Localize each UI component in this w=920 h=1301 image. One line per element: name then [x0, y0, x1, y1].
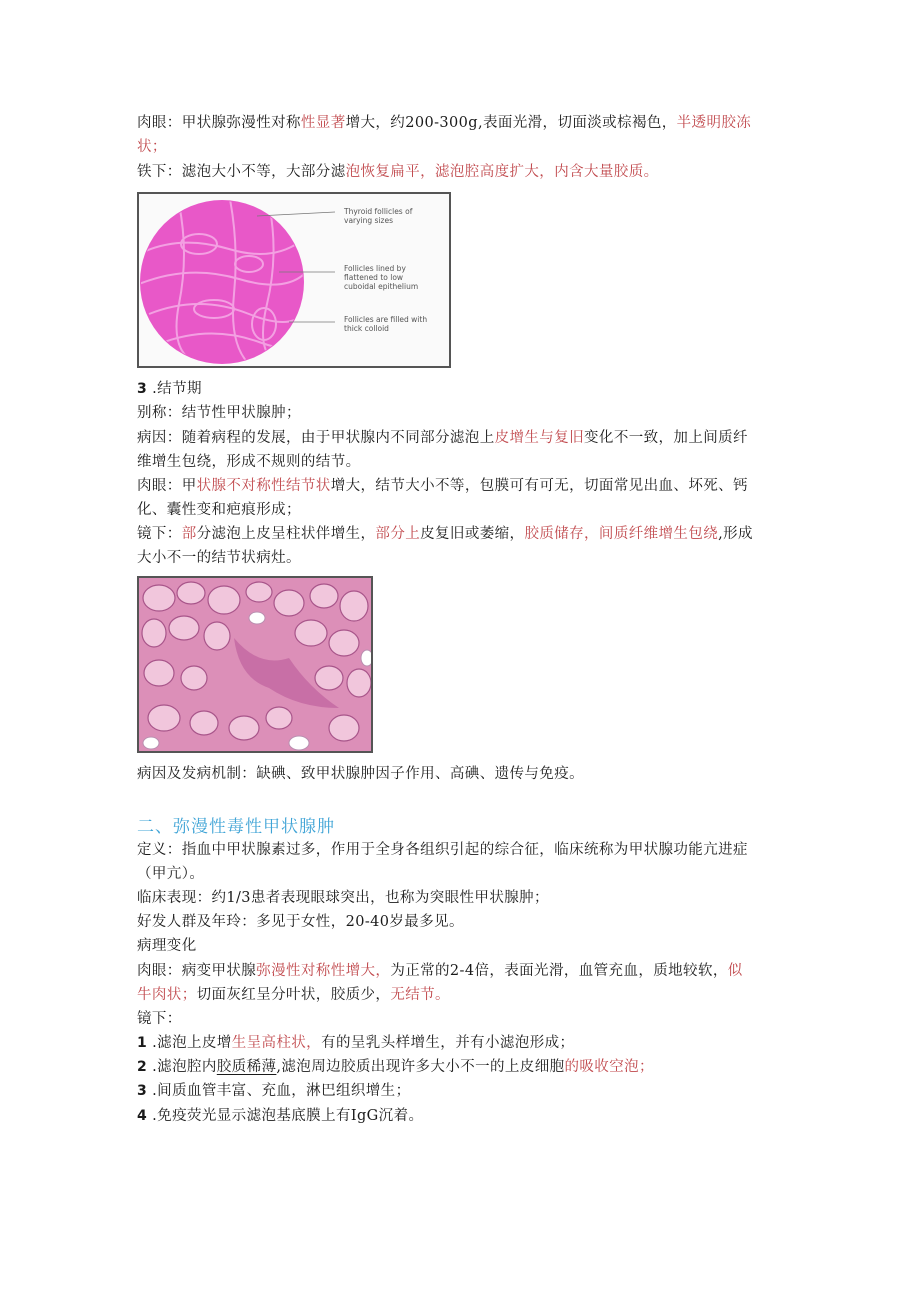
text-line: 维增生包绕，形成不规则的结节。 [137, 454, 361, 470]
text-line: 病因：随着病程的发展，由于甲状腺内不同部分滤泡上皮增生与复旧变化不一致，加上间质纤 [137, 430, 748, 446]
micrograph-figure-2 [139, 578, 373, 753]
figure-label-colloid: Follicles are filled with thick colloid [344, 315, 428, 333]
text-line: 大小不一的结节状病灶。 [137, 550, 301, 566]
list-item: 2 .滤泡腔内胶质稀薄,滤泡周边胶质出现许多大小不一的上皮细胞的吸收空泡； [137, 1059, 654, 1075]
text-line: 别称：结节性甲状腺肿； [137, 405, 301, 421]
text-line: 定义：指血中甲状腺素过多，作用于全身各组织引起的综合征，临床统称为甲状腺功能亢进症 [137, 842, 748, 858]
text-line: 镜下：部分滤泡上皮呈柱状伴增生，部分上皮复旧或萎缩，胶质储存，间质纤维增生包绕,形成 [137, 526, 753, 542]
text-line: 好发人群及年玲：多见于女性，20-40岁最多见。 [137, 914, 464, 930]
figure-label-follicle-sizes: Thyroid follicles of varying sizes [344, 207, 413, 225]
text-line: 肉眼：甲状腺弥漫性对称性显著增大，约200-300g,表面光滑，切面淡或棕褐色，半透明胶冻 [137, 115, 752, 131]
text-line: 状； [137, 139, 167, 155]
text-line: 肉眼：甲状腺不对称性结节状增大，结节大小不等，包膜可有可无，切面常见出血、坏死、钙 [137, 478, 748, 494]
figure-label-epithelium: Follicles lined by flattened to low cuboidal epithelium [344, 264, 419, 291]
text-line: 铁下：滤泡大小不等，大部分滤泡恢复扁平，滤泡腔高度扩大，内含大量胶质。 [137, 164, 659, 180]
text-line: 镜下： [137, 1011, 182, 1027]
text-line: 病因及发病机制：缺碘、致甲状腺肿因子作用、高碘、遗传与免疫。 [137, 766, 584, 782]
section-heading-graves: 二、弥漫性毒性甲状腺肿 [137, 817, 335, 837]
text-line: 牛肉状；切面灰红呈分叶状，胶质少，无结节。 [137, 987, 450, 1003]
nodular-goiter-micrograph [137, 576, 373, 753]
list-item: 4 .免疫荧光显示滤泡基底膜上有IgG沉着。 [137, 1108, 424, 1124]
text-line: 化、囊性变和疤痕形成； [137, 502, 301, 518]
colloid-goiter-micrograph [137, 192, 451, 368]
list-item: 1 .滤泡上皮增生呈高柱状，有的呈乳头样增生，并有小滤泡形成； [137, 1035, 575, 1051]
text-line: （甲亢）。 [137, 866, 205, 882]
text-line: 肉眼：病变甲状腺弥漫性对称性增大，为正常的2-4倍，表面光滑，血管充血，质地较软，似 [137, 963, 743, 979]
text-line: 病理变化 [137, 938, 197, 954]
text-line: 临床表现：约1/3患者表现眼球突出，也称为突眼性甲状腺肿； [137, 890, 549, 906]
section-heading-nodular-stage: 3 .结节期 [137, 381, 202, 397]
list-item: 3 .间质血管丰富、充血，淋巴组织增生； [137, 1083, 411, 1099]
